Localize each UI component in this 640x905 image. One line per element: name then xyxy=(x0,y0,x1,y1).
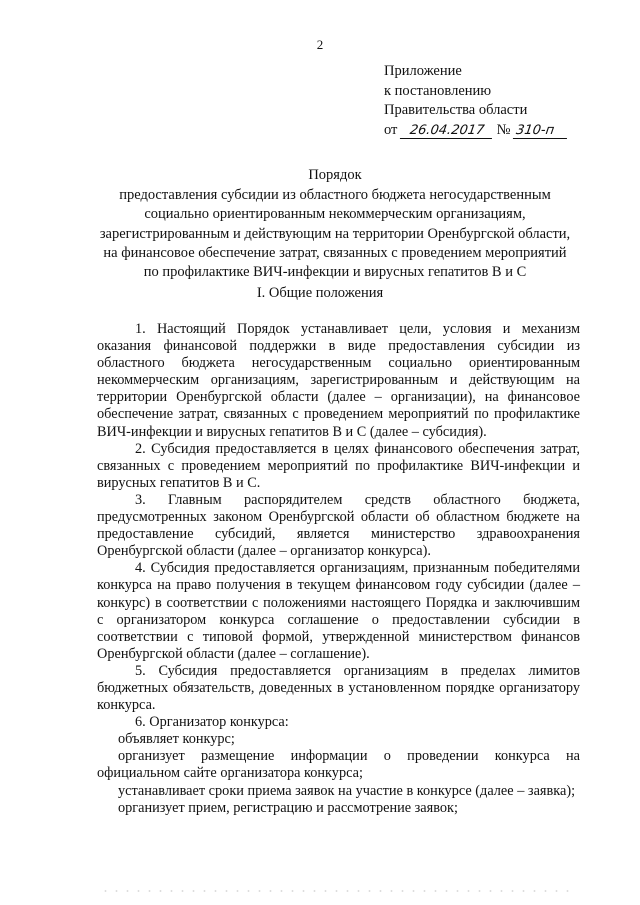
title-line: по профилактике ВИЧ-инфекции и вирусных гепатитов В и С xyxy=(143,264,527,281)
scan-artifact-divider xyxy=(100,890,570,892)
appendix-date-line xyxy=(384,121,568,141)
handwritten-date: 26.04.2017 xyxy=(400,123,494,139)
list-item: организует размещение информации о проведении конкурса на официальном сайте организатора конкурса; xyxy=(97,748,580,782)
paragraph-6: 6. Организатор конкурса: xyxy=(135,714,289,731)
paragraph-2: 2. Субсидия предоставляется в целях финансового обеспечения затрат, связанных с проведением мероприятий по профилактике ВИЧ-инфекции и вирусных гепатитов В и С. xyxy=(97,440,580,491)
document-body xyxy=(97,321,580,817)
page-number: 2 xyxy=(316,37,324,52)
title-line: предоставления субсидии из областного бюджета негосударственным xyxy=(119,187,551,204)
appendix-line-1: Приложение xyxy=(384,63,462,79)
title-line: социально ориентированным некоммерческим организациям, xyxy=(144,206,526,223)
paragraph-4: 4. Субсидия предоставляется организациям, признанным победителями конкурса на право получения в текущем финансовом году субсидии (далее – конкурс) в соответствии с положениями настоящего Порядка и заключившим с организатором конкурса соглашение о предоставлении субсидии в соответствии с типовой формой, утвержденной министерством финансов Оренбургской области (далее – соглашение). xyxy=(97,560,580,662)
section-heading: I. Общие положения xyxy=(256,285,384,301)
paragraph-1: 1. Настоящий Порядок устанавливает цели, условия и механизм оказания финансовой поддержки в виде предоставления субсидии из областного бюджета негосударственным социально ориентированным некоммерческим организациям, зарегистрированным и действующим на территории Оренбургской области (далее – организации), на финансовое обеспечение затрат, связанных с проведением мероприятий по профилактике ВИЧ-инфекции и вирусных гепатитов В и С (далее – субсидия). xyxy=(97,321,580,440)
appendix-block xyxy=(384,62,568,140)
list-item: объявляет конкурс; xyxy=(118,731,235,748)
list-item: организует прием, регистрацию и рассмотрение заявок; xyxy=(118,799,458,816)
paragraph-3: 3. Главным распорядителем средств областного бюджета, предусмотренных законом Оренбургской области об областном бюджете на предоставление субсидий, является министерство здравоохранения Оренбургской области (далее – организатор конкурса). xyxy=(97,491,580,560)
title-line: на финансовое обеспечение затрат, связанных с проведением мероприятий xyxy=(103,244,567,261)
title-main: Порядок xyxy=(308,167,362,183)
document-title xyxy=(96,166,574,282)
title-line: зарегистрированным и действующим на территории Оренбургской области, xyxy=(99,225,571,242)
appendix-line-2: к постановлению xyxy=(384,82,492,99)
list-item: устанавливает сроки приема заявок на участие в конкурсе (далее – заявка); xyxy=(118,782,576,799)
paragraph-5: 5. Субсидия предоставляется организациям в пределах лимитов бюджетных обязательств, доведенных в установленном порядке организатору конкурса. xyxy=(97,662,580,714)
appendix-from-label: от xyxy=(384,121,398,138)
appendix-number-label: № xyxy=(496,121,511,138)
handwritten-number: 310-п xyxy=(513,123,569,139)
appendix-line-3: Правительства области xyxy=(384,102,528,118)
